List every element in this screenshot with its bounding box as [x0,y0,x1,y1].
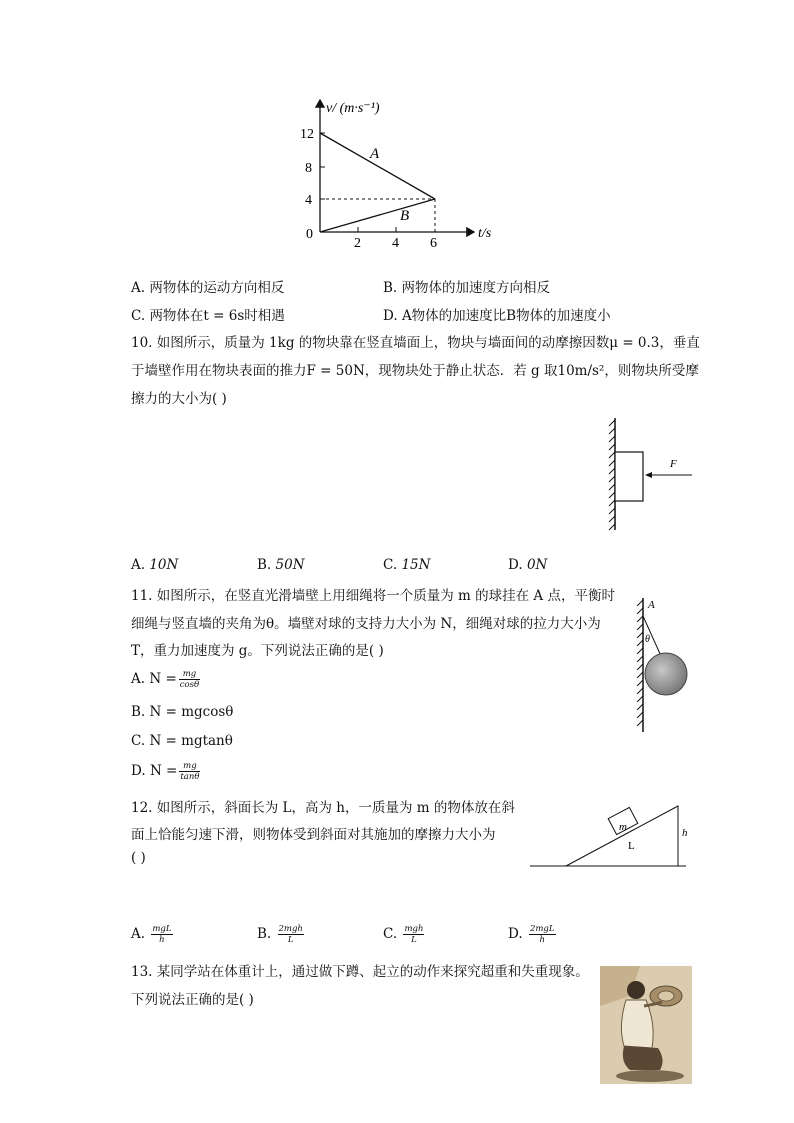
x-tick-4: 4 [392,236,399,251]
q10-option-c: C. 15N [383,557,431,573]
x-tick-6: 6 [430,236,437,251]
q12-option-d: D. $\frac{\text{2mgL}}{h}$ [508,924,555,945]
q10-line-3: 擦力的大小为( ) [131,391,227,407]
q13-line-2: 下列说法正确的是( ) [131,992,254,1008]
q11-option-c: C. N = mgtanθ [131,733,233,749]
q9-option-a: A. 两物体的运动方向相反 [131,280,285,296]
y-axis-label: v/ (m·s⁻¹) [326,101,380,116]
point-a-label: A [648,599,655,611]
line-a-label: A [370,146,380,162]
x-axis-label: t/s [478,226,492,241]
velocity-time-graph [290,92,510,252]
line-b [320,199,435,232]
ball [645,653,687,695]
q12-line-1: 12. 如图所示，斜面长为 L，高为 h，一质量为 m 的物体放在斜 [131,800,515,816]
q9-option-b: B. 两物体的加速度方向相反 [383,280,551,296]
q11-line-1: 11. 如图所示，在竖直光滑墙壁上用细绳将一个质量为 m 的球挂在 A 点，平衡时 [131,588,615,604]
force-label: F [670,458,677,470]
q12-option-b: B. $\frac{\text{2mgh}}{L}$ [257,924,303,945]
y-tick-8: 8 [305,161,312,176]
q12-line-2: 面上恰能匀速下滑，则物体受到斜面对其施加的摩擦力大小为 [131,827,496,843]
q9-option-d: D. A物体的加速度比B物体的加速度小 [383,308,611,324]
q11-option-d: D. N = $\frac{mg}{\tan\theta}$ [131,761,200,782]
y-tick-12: 12 [300,127,314,142]
line-b-label: B [400,208,410,224]
line-a [320,133,435,199]
q12-line-3: ( ) [131,850,146,866]
theta-label: θ [645,634,650,645]
q11-line-3: T，重力加速度为 g。下列说法正确的是( ) [131,643,384,659]
q10-line-2: 于墙壁作用在物块表面的推力F = 50N，现物块处于静止状态．若 g 取10m/s²，则物块所受摩 [131,363,699,379]
y-tick-0: 0 [306,227,313,242]
q11-option-b: B. N = mgcosθ [131,704,234,720]
ball-on-wall-figure [628,596,698,736]
y-tick-4: 4 [305,193,312,208]
q11-line-2: 细绳与竖直墙的夹角为θ。墙壁对球的支持力大小为 N，细绳对球的拉力大小为 [131,616,601,632]
x-tick-2: 2 [354,236,361,251]
q10-option-a: A. 10N [131,557,179,573]
height-label: h [682,827,688,839]
q10-line-1: 10. 如图所示，质量为 1kg 的物块靠在竖直墙面上，物块与墙面间的动摩擦因数μ = 0.3，垂直 [131,335,700,351]
length-label: L [628,840,635,852]
q9-option-c: C. 两物体在t = 6s时相遇 [131,308,285,324]
q11-option-a: A. N = $\frac{mg}{\cos\theta}$ [131,669,200,690]
incline-figure [528,798,698,872]
mass-label: m [619,821,627,833]
q13-line-1: 13. 某同学站在体重计上，通过做下蹲、起立的动作来探究超重和失重现象。 [131,964,589,980]
block [615,452,643,501]
q10-option-d: D. 0N [508,557,548,573]
q12-option-a: A. $\frac{\text{mgL}}{h}$ [131,924,172,945]
wall-block-figure [598,418,698,534]
scale-photo [600,966,692,1084]
q10-option-b: B. 50N [257,557,305,573]
q12-option-c: C. $\frac{\text{mgh}}{L}$ [383,924,424,945]
